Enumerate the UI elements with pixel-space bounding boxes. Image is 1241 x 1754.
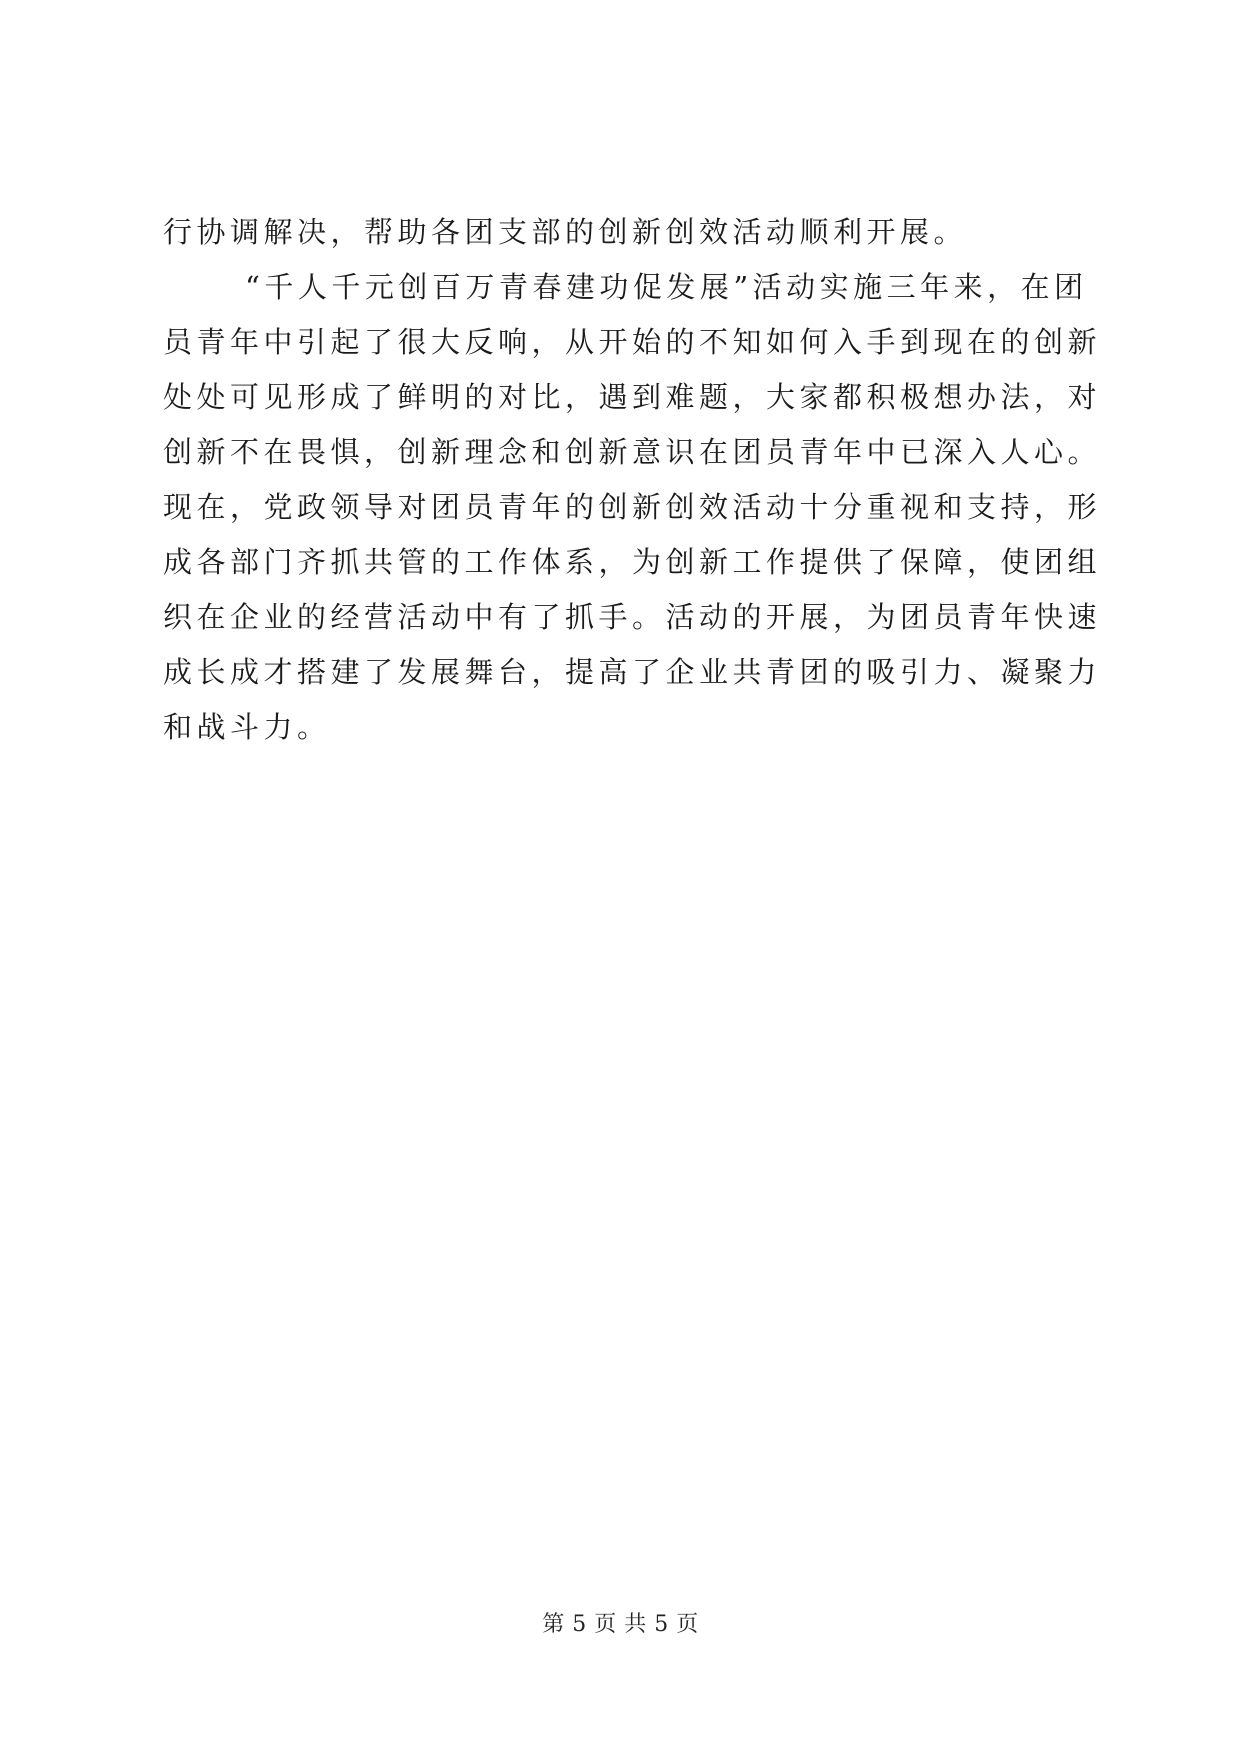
text-line: 和战斗力。 (163, 710, 331, 744)
text-line: 创新不在畏惧，创新理念和创新意识在团员青年中已深入人心。 (163, 435, 1102, 469)
body-text (163, 205, 1102, 755)
paragraph-start-line: “千人千元创百万青春建功促发展”活动实施三年来，在团 (245, 270, 1088, 304)
text-line: 行协调解决，帮助各团支部的创新创效活动顺利开展。 (163, 215, 968, 249)
text-line: 现在，党政领导对团员青年的创新创效活动十分重视和支持，形 (163, 490, 1102, 524)
text-line: 成长成才搭建了发展舞台，提高了企业共青团的吸引力、凝聚力 (163, 655, 1102, 689)
page-number-footer: 第 5 页 共 5 页 (542, 1612, 699, 1637)
text-line: 织在企业的经营活动中有了抓手。活动的开展，为团员青年快速 (163, 600, 1102, 634)
text-line: 成各部门齐抓共管的工作体系，为创新工作提供了保障，使团组 (163, 545, 1102, 579)
text-line: 处处可见形成了鲜明的对比，遇到难题，大家都积极想办法，对 (163, 380, 1102, 414)
text-line: 员青年中引起了很大反响，从开始的不知如何入手到现在的创新 (163, 325, 1102, 359)
